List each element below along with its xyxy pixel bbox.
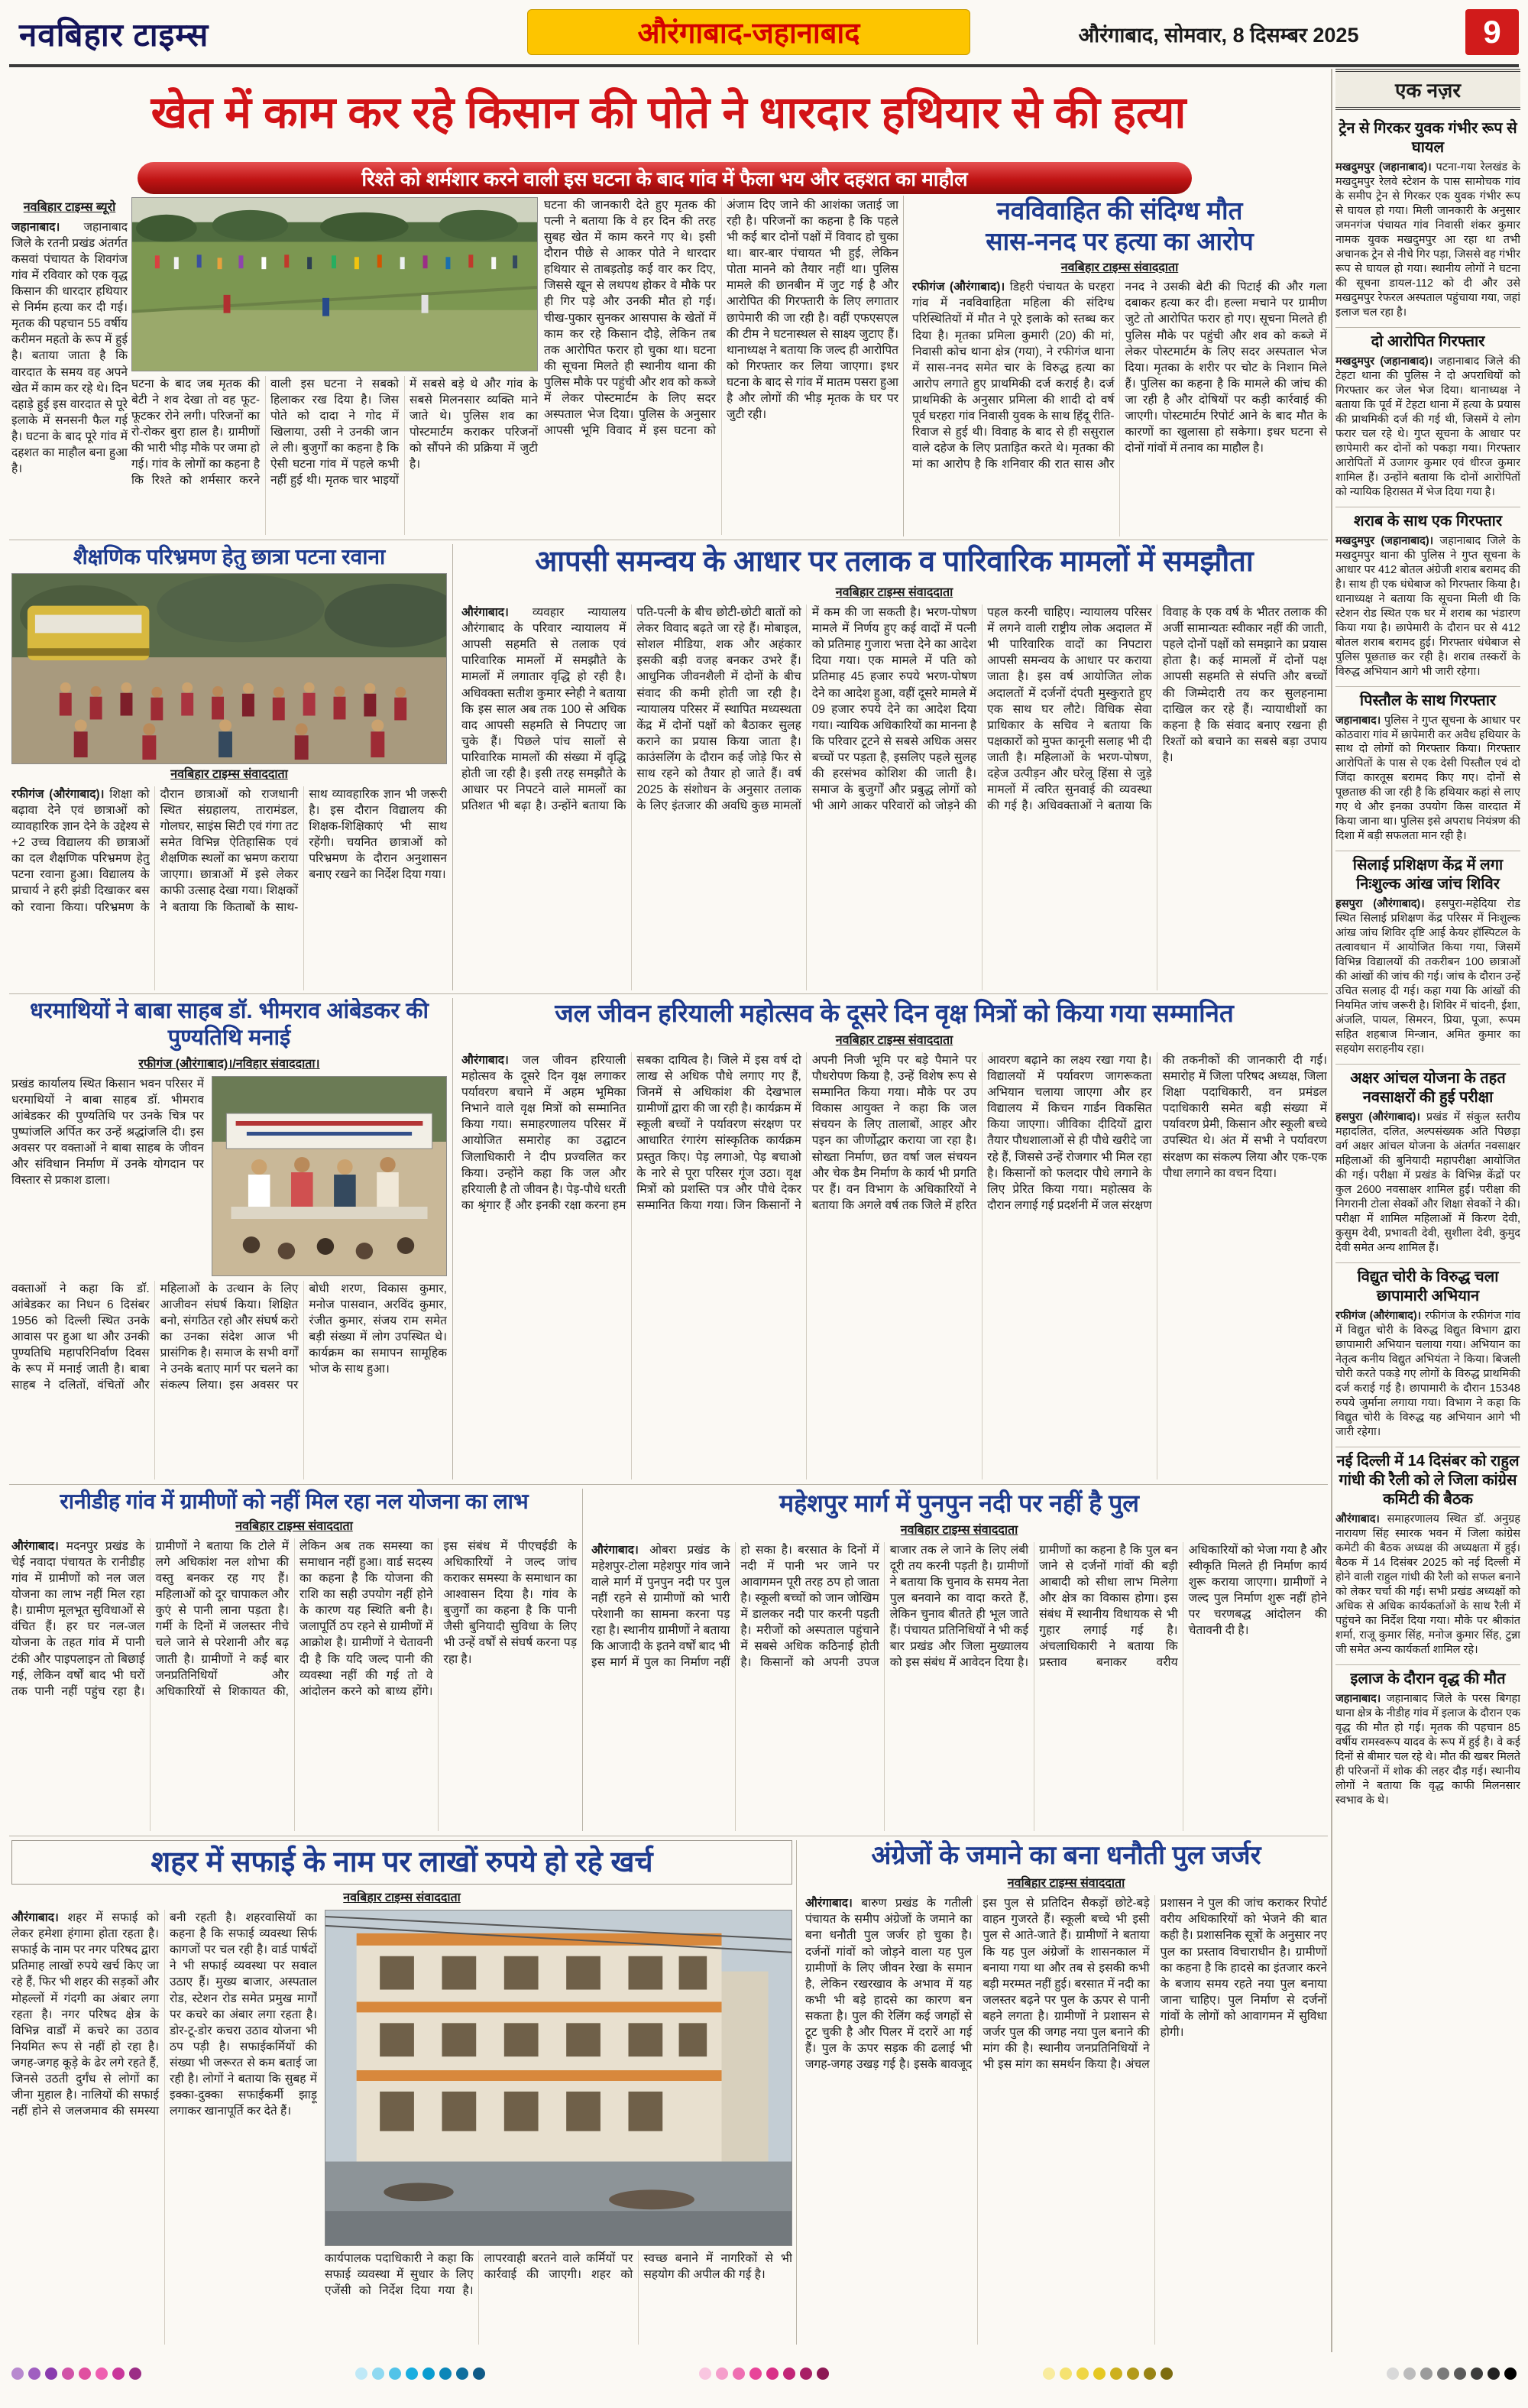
sidebar-item-headline: शराब के साथ एक गिरफ्तार xyxy=(1353,512,1503,530)
sidebar-item-body: जहानाबाद। जहानाबाद जिले के परस बिगहा थाना क्षेत्र के नीडीह गांव में इलाज के दौरान एक वृद्ध की मौत हो गई। मृतक की पहचान 85 वर्षीय रामस्वरूप यादव के रूप में हुई है। वे कई दिनों से बीमार चल रहे थे। मौत की खबर मिलते ही परिजनों में शोक की लहर दौड़ गई। स्थानीय लोगों ने बताया कि वृद्ध काफी मिलनसार स्वभाव के थे। xyxy=(1335,1692,1520,1807)
sidebar-item-headline: ट्रेन से गिरकर युवक गंभीर रूप से घायल xyxy=(1339,120,1517,156)
sidebar-news-item xyxy=(1335,687,1520,852)
sidebar-item-headline: इलाज के दौरान वृद्ध की मौत xyxy=(1350,1670,1506,1687)
color-dot xyxy=(1471,2367,1483,2380)
color-dot xyxy=(1488,2367,1500,2380)
jal-jeevan-body: औरंगाबाद। जल जीवन हरियाली महोत्सव के दूसरे दिन वृक्ष लगाकर पर्यावरण बचाने में अहम भूमिका निभाने वाले वृक्ष मित्रों को सम्मानित किया गया। समाहरणालय परिसर में आयोजित समारोह का उद्घाटन जिलाधिकारी ने दीप प्रज्वलित कर किया। उन्होंने कहा कि जल और हरियाली है तो जीवन है। पेड़-पौधे धरती का श्रृंगार हैं और इनकी रक्षा करना हम सबका दायित्व है। जिले में इस वर्ष दो लाख से अधिक पौधे लगाए गए हैं, जिनमें से अधिकांश की देखभाल ग्रामीणों द्वारा की जा रही है। कार्यक्रम में स्कूली बच्चों ने पर्यावरण संरक्षण पर आधारित रंगारंग सांस्कृतिक कार्यक्रम प्रस्तुत किए। पेड़ लगाओ, पेड़ बचाओ के नारे से पूरा परिसर गूंज उठा। वृक्ष मित्रों को प्रशस्ति पत्र और पौधे देकर सम्मानित किया गया। जिन किसानों ने अपनी निजी भूमि पर बड़े पैमाने पर पौधरोपण किया है, उन्हें विशेष रूप से सम्मानित किया गया। मौके पर उप विकास आयुक्त ने कहा कि जल संचयन के लिए तालाबों, आहर और पइन का जीर्णोद्धार कराया जा रहा है। सोख्ता निर्माण, छत वर्षा जल संचयन और चेक डैम निर्माण के कार्य भी प्रगति पर हैं। वन विभाग के अधिकारियों ने बताया कि अगले वर्ष तक जिले में हरित आवरण बढ़ाने का लक्ष्य रखा गया है। विद्यालयों में पर्यावरण जागरूकता अभियान चलाया जाएगा और हर विद्यालय में किचन गार्डन विकसित किया जाएगा। जीविका दीदियों द्वारा तैयार पौधशालाओं से ही पौधे खरीदे जा रहे हैं, जिससे उन्हें रोजगार भी मिल रहा है। किसानों को फलदार पौधे लगाने के लिए प्रेरित किया गया। महोत्सव के दौरान लगाई गई प्रदर्शनी में जल संरक्षण की तकनीकों की जानकारी दी गई। समारोह में जिला परिषद अध्यक्ष, जिला शिक्षा पदाधिकारी, वन प्रमंडल पदाधिकारी समेत बड़ी संख्या में पर्यावरण प्रेमी, किसान और स्कूली बच्चे उपस्थित थे। अंत में सभी ने पर्यावरण संरक्षण का संकल्प लिया और एक-एक पौधा लगाने का वचन दिया। xyxy=(461,1054,1327,1212)
color-dot-group xyxy=(1043,2367,1173,2380)
color-dot-group xyxy=(1387,2367,1517,2380)
color-dot xyxy=(96,2367,108,2380)
sidebar-item-body: मखदुमपुर (जहानाबाद)। जहानाबाद जिले के मखदुमपुर थाना की पुलिस ने गुप्त सूचना के आधार पर 412 बोतल अंग्रेजी शराब बरामद की है। साथ ही एक धंधेबाज को गिरफ्तार किया है। थानाध्यक्ष ने बताया कि सूचना मिली थी कि स्टेशन रोड स्थित एक घर में शराब का भंडारण किया गया है। छापेमारी के दौरान घर से 412 बोतल शराब बरामद हुई। गिरफ्तार धंधेबाज से पुलिस पूछताछ कर रही है। शराब तस्करों के विरुद्ध अभियान आगे भी जारी रहेगा। xyxy=(1335,534,1520,678)
dhanauti-headline: अंग्रेजों के जमाने का बना धनौती पुल जर्जर xyxy=(871,1841,1261,1870)
suspicious-death-headline-2: सास-ननद पर हत्या का आरोप xyxy=(986,227,1254,256)
sidebar-item-headline: सिलाई प्रशिक्षण केंद्र में लगा निःशुल्क आंख जांच शिविर xyxy=(1352,857,1504,893)
suspicious-death-headline-1: नवविवाहित की संदिग्ध मौत xyxy=(996,196,1243,225)
jal-jeevan-headline: जल जीवन हरियाली महोत्सव के दूसरे दिन वृक्ष मित्रों को किया गया सम्मानित xyxy=(555,999,1234,1027)
suspicious-death-body: रफीगंज (औरंगाबाद)। डिहरी पंचायत के घरहरा गांव में नवविवाहिता महिला की संदिग्ध परिस्थितियों में मौत ने पूरे इलाके को स्तब्ध कर दिया है। मृतका प्रमिला कुमारी (20) की मां, निवासी कोच थाना क्षेत्र (गया), ने रफीगंज थाना में सास-ननद समेत चार के विरुद्ध हत्या का आरोप लगाते हुए प्राथमिकी दर्ज कराई है। दर्ज प्राथमिकी के अनुसार प्रमिला की शादी दो वर्ष पूर्व घरहरा गांव निवासी युवक के साथ हिंदू रीति-रिवाज से हुई थी। विवाह के बाद से ही ससुराल वाले दहेज के लिए प्रताड़ित करते थे। मृतका की मां का आरोप है कि शनिवार की रात सास और ननद ने उसकी बेटी की पिटाई की और गला दबाकर हत्या कर दी। हल्ला मचाने पर ग्रामीण जुटे तो आरोपित फरार हो गए। सूचना मिलते ही पुलिस मौके पर पहुंची और शव को कब्जे में लेकर पोस्टमार्टम के लिए सदर अस्पताल भेज दिया। मृतका के शरीर पर चोट के निशान मिले हैं। पुलिस का कहना है कि मामले की जांच की जा रही है और दोषियों पर कड़ी कार्रवाई की जाएगी। पोस्टमार्टम रिपोर्ट आने के बाद मौत के कारणों का खुलासा हो सकेगा। इधर घटना से दोनों गांवों में तनाव का माहौल है। xyxy=(912,280,1327,472)
sidebar-news-item xyxy=(1335,328,1520,507)
sidebar-item-body: औरंगाबाद। समाहरणालय स्थित डॉ. अनुग्रह नारायण सिंह स्मारक भवन में जिला कांग्रेस कमेटी की बैठक अध्यक्ष की अध्यक्षता में हुई। बैठक में 14 दिसंबर 2025 को नई दिल्ली में होने वाली राहुल गांधी की रैली को सफल बनाने को लेकर चर्चा की गई। सभी प्रखंड अध्यक्षों को अधिक से अधिक कार्यकर्ताओं के साथ रैली में पहुंचने का निर्देश दिया गया। मौके पर श्रीकांत शर्मा, राजू कुमार सिंह, मनोज कुमार सिंह, टुन्ना जी समेत अन्य कार्यकर्ता शामिल रहे। xyxy=(1335,1512,1520,1656)
color-dot xyxy=(1093,2367,1106,2380)
lead-story-photo xyxy=(131,197,538,371)
color-dot xyxy=(389,2367,401,2380)
story-suspicious-death xyxy=(912,196,1327,536)
edu-trip-body: रफीगंज (औरंगाबाद)। शिक्षा को बढ़ावा देने एवं छात्राओं को व्यावहारिक ज्ञान देने के उद्देश्य से +2 उच्च विद्यालय की छात्राओं का दल शैक्षणिक परिभ्रमण हेतु पटना रवाना हुआ। विद्यालय के प्राचार्य ने हरी झंडी दिखाकर बस को रवाना किया। परिभ्रमण के दौरान छात्राओं को राजधानी स्थित संग्रहालय, तारामंडल, गोलघर, साइंस सिटी एवं गंगा तट समेत विभिन्न ऐतिहासिक एवं शैक्षणिक स्थलों का भ्रमण कराया जाएगा। छात्राओं में इसे लेकर काफी उत्साह देखा गया। शिक्षकों ने बताया कि किताबों के साथ-साथ व्यावहारिक ज्ञान भी जरूरी है। इस दौरान विद्यालय की शिक्षक-शिक्षिकाएं भी साथ रहेंगी। चयनित छात्राओं को परिभ्रमण के दौरान अनुशासन बनाए रखने का निर्देश दिया गया। xyxy=(11,787,447,914)
color-dot xyxy=(1437,2367,1449,2380)
safai-body-1: औरंगाबाद। शहर में सफाई को लेकर हमेशा हंगामा होता रहता है। सफाई के नाम पर नगर परिषद द्वारा प्रतिमाह लाखों रुपये खर्च किए जा रहे हैं, फिर भी शहर की सड़कों और मोहल्लों में गंदगी का अंबार लगा रहता है। नगर परिषद क्षेत्र के विभिन्न वार्डों में कचरे का उठाव नियमित रूप से नहीं हो रहा है। जगह-जगह कूड़े के ढेर लगे रहते हैं, जिनसे उठती दुर्गंध से लोगों का जीना मुहाल है। नालियों की सफाई नहीं होने से जलजमाव की समस्या बनी रहती है। शहरवासियों का कहना है कि सफाई व्यवस्था सिर्फ कागजों पर चल रही है। वार्ड पार्षदों ने भी सफाई व्यवस्था पर सवाल उठाए हैं। मुख्य बाजार, अस्पताल रोड, स्टेशन रोड समेत प्रमुख मार्गों पर कचरे का अंबार लगा रहता है। डोर-टू-डोर कचरा उठाव योजना भी ठप पड़ी है। सफाईकर्मियों की संख्या भी जरूरत से कम बताई जा रही है। लोगों ने बताया कि सुबह में इक्का-दुक्का सफाईकर्मी झाड़ू लगाकर खानापूर्ति कर देते हैं। xyxy=(11,1911,317,2118)
story-maheshpur xyxy=(591,1489,1327,1831)
color-dot xyxy=(28,2367,40,2380)
color-dot xyxy=(817,2367,829,2380)
sidebar-news-item xyxy=(1335,1447,1520,1665)
lead-byline-column xyxy=(11,197,128,535)
lead-body-3: घटना के बाद जब मृतक की बेटी ने शव देखा तो वह फूट-फूटकर रोने लगी। परिजनों का रो-रोकर बुरा हाल है। ग्रामीणों की भारी भीड़ मौके पर जमा हो गई। गांव के लोगों का कहना है कि रिश्ते को शर्मसार करने वाली इस घटना ने सबको हिलाकर रख दिया है। जिस पोते को दादा ने गोद में खिलाया, उसी ने उनकी जान ले ली। बुजुर्गों का कहना है कि ऐसी घटना गांव में पहले कभी नहीं हुई थी। मृतक चार भाइयों में सबसे बड़े थे और गांव के सबसे मिलनसार व्यक्ति माने जाते थे। पुलिस शव का पोस्टमार्टम कराकर परिजनों को सौंपने की प्रक्रिया में जुटी है। xyxy=(131,378,538,488)
sidebar-item-body: रफीगंज (औरंगाबाद)। रफीगंज के रफीगंज गांव में विद्युत चोरी के विरुद्ध विद्युत विभाग द्वारा छापामारी अभियान चलाया गया। अभियान का नेतृत्व कनीय विद्युत अभियंता ने किया। बिजली चोरी करते पकड़े गए लोगों के विरुद्ध प्राथमिकी दर्ज कराई गई है। छापामारी के दौरान 15348 रुपये जुर्माना लगाया गया। विभाग ने कहा कि विद्युत चोरी के विरुद्ध यह अभियान आगे भी जारी रहेगा। xyxy=(1335,1310,1520,1438)
sidebar-news-item xyxy=(1335,1263,1520,1447)
sidebar-news-item xyxy=(1335,1065,1520,1263)
color-dot xyxy=(422,2367,435,2380)
story-ambedkar xyxy=(11,998,447,1479)
byline: रफीगंज (औरंगाबाद)।/नविहार संवाददाता। xyxy=(138,1057,320,1071)
story-ranidih xyxy=(11,1489,577,1831)
column-rule xyxy=(903,196,904,536)
sidebar-item-headline: पिस्तौल के साथ गिरफ्तार xyxy=(1359,692,1497,709)
sidebar-item-headline: अक्षर आंचल योजना के तहत नवसाक्षरों की हुई परीक्षा xyxy=(1350,1070,1506,1107)
color-dot xyxy=(800,2367,812,2380)
color-dot-group xyxy=(11,2367,141,2380)
section-divider xyxy=(9,993,1328,994)
sidebar-one-glance xyxy=(1335,69,1520,2352)
color-dot xyxy=(1060,2367,1072,2380)
color-dot xyxy=(699,2367,711,2380)
section-divider xyxy=(9,1484,1328,1485)
maheshpur-headline: महेशपुर मार्ग में पुनपुन नदी पर नहीं है पुल xyxy=(779,1489,1139,1517)
color-dot xyxy=(1387,2367,1399,2380)
region-banner: औरंगाबाद-जहानाबाद xyxy=(527,9,970,55)
byline: नवबिहार टाइम्स संवाददाता xyxy=(900,1524,1018,1538)
column-rule xyxy=(582,1489,583,1831)
sidebar-item-headline: विद्युत चोरी के विरुद्ध चला छापामारी अभियान xyxy=(1357,1269,1499,1305)
color-dot xyxy=(1504,2367,1517,2380)
sidebar-item-body: हसपुरा (औरंगाबाद)। प्रखंड में संकुल स्तरीय महादलित, दलित, अल्पसंख्यक अति पिछड़ा वर्ग अक्षर आंचल योजना के अंतर्गत नवसाक्षर महिलाओं की बुनियादी महापरीक्षा आयोजित की गई। परीक्षा में प्रखंड के विभिन्न केंद्रों पर कुल 2600 नवसाक्षर शामिल हुईं। परीक्षा की निगरानी टोला सेवकों और शिक्षा सेवकों ने की। परीक्षा में शामिल महिलाओं में किरण देवी, कुसुम देवी, प्रभावती देवी, सुशीला देवी, कुमुद देवी समेत अन्य शामिल हैं। xyxy=(1335,1111,1520,1255)
color-dot xyxy=(766,2367,779,2380)
ambedkar-headline: धरमाथियों ने बाबा साहब डॉ. भीमराव आंबेडकर की पुण्यतिथि मनाई xyxy=(29,999,429,1051)
color-dot xyxy=(1420,2367,1432,2380)
color-dot xyxy=(1076,2367,1089,2380)
maheshpur-body: औरंगाबाद। ओबरा प्रखंड के महेशपुर-टोला महेशपुर गांव जाने वाले मार्ग में पुनपुन नदी पर पुल नहीं रहने से ग्रामीणों को भारी परेशानी का सामना करना पड़ रहा है। स्थानीय ग्रामीणों ने बताया कि आजादी के इतने वर्षों बाद भी इस मार्ग में पुल का निर्माण नहीं हो सका है। बरसात के दिनों में नदी में पानी भर जाने पर आवागमन पूरी तरह ठप हो जाता है। स्कूली बच्चों को जान जोखिम में डालकर नदी पार करनी पड़ती है। मरीजों को अस्पताल पहुंचाने में सबसे अधिक कठिनाई होती है। किसानों को अपनी उपज बाजार तक ले जाने के लिए लंबी दूरी तय करनी पड़ती है। ग्रामीणों ने बताया कि चुनाव के समय नेता पुल बनवाने का वादा करते हैं, लेकिन चुनाव बीतते ही भूल जाते हैं। पंचायत प्रतिनिधियों ने भी कई बार प्रखंड और जिला मुख्यालय को इस संबंध में आवेदन दिया है। ग्रामीणों का कहना है कि पुल बन जाने से दर्जनों गांवों की बड़ी आबादी को सीधा लाभ मिलेगा और क्षेत्र का विकास होगा। इस संबंध में स्थानीय विधायक से भी गुहार लगाई गई है। अंचलाधिकारी ने बताया कि प्रस्ताव बनाकर वरीय अधिकारियों को भेजा गया है और स्वीकृति मिलते ही निर्माण कार्य शुरू कराया जाएगा। ग्रामीणों ने जल्द पुल निर्माण शुरू नहीं होने पर चरणबद्ध आंदोलन की चेतावनी दी है। xyxy=(591,1543,1327,1670)
color-dot xyxy=(45,2367,57,2380)
color-dot-group xyxy=(699,2367,829,2380)
color-dot xyxy=(1110,2367,1122,2380)
registration-marks xyxy=(11,2367,1517,2380)
ambedkar-body-1: प्रखंड कार्यालय स्थित किसान भवन परिसर में धरमाथियों ने बाबा साहब डॉ. भीमराव आंबेडकर की पुण्यतिथि पर उनके चित्र पर पुष्पांजलि अर्पित कर उन्हें श्रद्धांजलि दी। इस अवसर पर वक्ताओं ने बाबा साहब के जीवन और संविधान निर्माण में उनके योगदान पर विस्तार से प्रकाश डाला। xyxy=(11,1077,204,1188)
color-dot xyxy=(372,2367,384,2380)
color-dot xyxy=(129,2367,141,2380)
sidebar-title: एक नज़र xyxy=(1335,69,1520,110)
safai-photo xyxy=(325,1910,792,2246)
byline: नवबिहार टाइम्स संवाददाता xyxy=(1007,1877,1125,1891)
color-dot xyxy=(112,2367,125,2380)
sidebar-item-body: मखदुमपुर (जहानाबाद)। पटना-गया रेलखंड के मखदुमपुर रेलवे स्टेशन के पास सामोचक गांव के समीप ट्रेन से गिरकर एक युवक गंभीर रूप से घायल हो गया। मिली जानकारी के अनुसार जमनगंज पंचायत गांव निवासी शंकर कुमार नामक युवक मखदुमपुर आ रहा था तभी अचानक ट्रेन से नीचे गिर पड़ा, जिससे वह गंभीर रूप से घायल हो गया। स्थानीय लोगों ने घटना की सूचना डायल-112 को दी और उसे मखदुमपुर रेफरल अस्पताल पहुंचाया गया, जहां इलाज चल रहा है। xyxy=(1335,161,1520,319)
story-dhanauti xyxy=(805,1840,1327,2345)
story-safai xyxy=(11,1840,792,2345)
sidebar-item-headline: नई दिल्ली में 14 दिसंबर को राहुल गांधी की रैली को ले जिला कांग्रेस कमिटी की बैठक xyxy=(1336,1452,1520,1508)
edu-trip-photo xyxy=(11,573,447,764)
safai-headline: शहर में सफाई के नाम पर लाखों रुपये हो रहे खर्च xyxy=(11,1840,792,1885)
column-rule xyxy=(796,1840,797,2345)
column-rule xyxy=(452,998,453,1479)
sidebar-item-headline: दो आरोपित गिरफ्तार xyxy=(1371,332,1485,350)
masthead-rule xyxy=(9,64,1519,67)
lead-headline: खेत में काम कर रहे किसान की पोते ने धारदार हथियार से की हत्या xyxy=(151,87,1186,138)
color-dot xyxy=(355,2367,367,2380)
byline: नवबिहार टाइम्स संवाददाता xyxy=(170,768,288,782)
color-dot xyxy=(749,2367,762,2380)
story-edu-trip xyxy=(11,544,447,990)
color-dot xyxy=(1043,2367,1055,2380)
sidebar-rule xyxy=(1331,69,1332,2352)
byline: नवबिहार टाइम्स संवाददाता xyxy=(1060,261,1179,274)
color-dot-group xyxy=(355,2367,485,2380)
sidebar-news-item xyxy=(1335,851,1520,1065)
page-number: 9 xyxy=(1465,9,1519,55)
color-dot xyxy=(406,2367,418,2380)
byline: नवबिहार टाइम्स संवाददाता xyxy=(235,1520,353,1534)
settlement-body: औरंगाबाद। व्यवहार न्यायालय औरंगाबाद के परिवार न्यायालय में आपसी सहमति से तलाक एवं पारिवारिक मामलों में समझौते के मामलों में लगातार वृद्धि हो रही है। अधिवक्ता सतीश कुमार स्नेही ने बताया कि इस साल अब तक 100 से अधिक वाद आपसी सहमति से निपटाए जा चुके हैं। पिछले पांच सालों से पारिवारिक मामलों की संख्या में वृद्धि होती जा रही है। इसी तरह समझौते के आधार पर निपटने वाले मामलों का प्रतिशत भी बढ़ा है। उन्होंने बताया कि पति-पत्नी के बीच छोटी-छोटी बातों को लेकर विवाद बढ़ते जा रहे हैं। मोबाइल, सोशल मीडिया, शक और अहंकार इसकी बड़ी वजह बनकर उभरे हैं। आधुनिक जीवनशैली में दोनों के बीच संवाद की कमी होती जा रही है। न्यायालय परिसर में स्थापित मध्यस्थता केंद्र में दोनों पक्षों को बैठाकर सुलह कराने का प्रयास किया जाता है। काउंसलिंग के दौरान कई जोड़े फिर से साथ रहने को तैयार हो जाते हैं। वर्ष 2025 के संशोधन के अनुसार तलाक के लिए इंतजार की अवधि कुछ मामलों में कम की जा सकती है। भरण-पोषण मामले में निर्णय हुए कई वादों में पत्नी को प्रतिमाह गुजारा भत्ता देने का आदेश दिया गया। एक मामले में पति को प्रतिमाह 45 हजार रुपये भरण-पोषण देने का आदेश हुआ, वहीं दूसरे मामले में 09 हजार रुपये देने का आदेश दिया गया। न्यायिक अधिकारियों का मानना है कि परिवार टूटने से सबसे अधिक असर बच्चों पर पड़ता है, इसलिए पहले सुलह की हरसंभव कोशिश की जाती है। समाज के बुजुर्गों और प्रबुद्ध लोगों को भी आगे आकर परिवारों को जोड़ने की पहल करनी चाहिए। न्यायालय परिसर में लगने वाली राष्ट्रीय लोक अदालत में भी पारिवारिक वादों का निपटारा आपसी समन्वय के आधार पर कराया जाता है। इस वर्ष आयोजित लोक अदालतों में दर्जनों दंपती मुस्कुराते हुए एक साथ घर लौटे। विधिक सेवा प्राधिकार के सचिव ने बताया कि पक्षकारों को मुफ्त कानूनी सलाह भी दी जाती है। महिलाओं के भरण-पोषण, दहेज उत्पीड़न और घरेलू हिंसा से जुड़े मामलों में त्वरित सुनवाई की व्यवस्था की गई है। अधिवक्ताओं ने बताया कि विवाह के एक वर्ष के भीतर तलाक की अर्जी सामान्यतः स्वीकार नहीं की जाती, पहले दोनों पक्षों को समझाने का प्रयास होता है। कई मामलों में दोनों पक्ष आपसी सहमति से संपत्ति और बच्चों की जिम्मेदारी तय कर सुलहनामा दाखिल कर रहे हैं। न्यायाधीशों का कहना है कि संवाद बनाए रखना ही रिश्तों को बचाने का सबसे बड़ा उपाय है। xyxy=(461,606,1327,813)
byline: नवबिहार टाइम्स संवाददाता xyxy=(835,1034,953,1048)
sidebar-item-body: मखदुमपुर (जहानाबाद)। जहानाबाद जिले की टेहटा थाना की पुलिस ने दो अपराधियों को गिरफ्तार कर जेल भेज दिया। थानाध्यक्ष ने बताया कि पूर्व में टेहटा थाना में हत्या के प्रयास की प्राथमिकी दर्ज की गई थी, जिसमें ये लोग फरार चल रहे थे। गुप्त सूचना के आधार पर छापेमारी कर दोनों को पकड़ा गया। गिरफ्तार आरोपितों में उजागर कुमार एवं धीरज कुमार शामिल हैं। उन्होंने बताया कि दोनों आरोपितों को न्यायिक हिरासत में भेज दिया गया है। xyxy=(1335,355,1520,498)
lead-subhead-ribbon: रिश्ते को शर्मशार करने वाली इस घटना के बाद गांव में फैला भय और दहशत का माहौल xyxy=(138,162,1192,194)
ranidih-headline: रानीडीह गांव में ग्रामीणों को नहीं मिल रहा नल योजना का लाभ xyxy=(60,1489,529,1513)
byline: नवबिहार टाइम्स ब्यूरो xyxy=(23,201,116,214)
color-dot xyxy=(473,2367,485,2380)
color-dot xyxy=(733,2367,745,2380)
sidebar-news-item xyxy=(1335,115,1520,328)
color-dot xyxy=(783,2367,795,2380)
sidebar-item-body: हसपुरा (औरंगाबाद)। हसपुरा-महेदिया रोड स्थित सिलाई प्रशिक्षण केंद्र परिसर में निःशुल्क आंख जांच शिविर दृष्टि आई केयर हॉस्पिटल के तत्वावधान में आयोजित किया गया, जिसमें विभिन्न विद्यालयों की तकरीबन 100 छात्राओं की आंखों की जांच की गई। जांच के दौरान उन्हें उचित सलाह दी गई। कहा गया कि आंखों की नियमित जांच जरूरी है। शिविर में चांदनी, ईशा, अंजलि, पायल, सिमरन, प्रिया, पूजा, रूपम सहित शहबाज मिन्जान, अमित कुमार का सहयोग सराहनीय रहा। xyxy=(1335,898,1520,1056)
byline: नवबिहार टाइम्स संवाददाता xyxy=(835,586,953,600)
color-dot xyxy=(1144,2367,1156,2380)
paper-name: नवबिहार टाइम्स xyxy=(19,17,209,53)
ranidih-body: औरंगाबाद। मदनपुर प्रखंड के चेई नवादा पंचायत के रानीडीह गांव में ग्रामीणों को नल जल योजना का लाभ नहीं मिल रहा है। ग्रामीण मूलभूत सुविधाओं से वंचित हैं। हर घर नल-जल योजना के तहत गांव में पानी टंकी और पाइपलाइन तो बिछाई गई, लेकिन वर्षों बाद भी घरों तक पानी नहीं पहुंच रहा है। ग्रामीणों ने बताया कि टोले में लगे अधिकांश नल शोभा की वस्तु बनकर रह गए हैं। महिलाओं को दूर चापाकल और कुएं से पानी लाना पड़ता है। गर्मी के दिनों में जलस्तर नीचे चले जाने से परेशानी और बढ़ जाती है। ग्रामीणों ने कई बार जनप्रतिनिधियों और अधिकारियों से शिकायत की, लेकिन अब तक समस्या का समाधान नहीं हुआ। वार्ड सदस्य का कहना है कि योजना की राशि का सही उपयोग नहीं होने के कारण यह स्थिति बनी है। जलापूर्ति ठप रहने से ग्रामीणों में आक्रोश है। ग्रामीणों ने चेतावनी दी है कि यदि जल्द पानी की व्यवस्था नहीं की गई तो वे आंदोलन करने को बाध्य होंगे। इस संबंध में पीएचईडी के अधिकारियों ने जल्द जांच कराकर समस्या के समाधान का आश्वासन दिया है। गांव के बुजुर्गों का कहना है कि पानी जैसी बुनियादी सुविधा के लिए भी उन्हें वर्षों से संघर्ष करना पड़ रहा है। xyxy=(11,1539,577,1698)
byline: नवबिहार टाइम्स संवाददाता xyxy=(343,1891,461,1905)
color-dot xyxy=(62,2367,74,2380)
color-dot xyxy=(1403,2367,1416,2380)
color-dot xyxy=(11,2367,24,2380)
edition-dateline: औरंगाबाद, सोमवार, 8 दिसम्बर 2025 xyxy=(1078,24,1359,47)
story-settlement xyxy=(461,544,1327,990)
edu-trip-headline: शैक्षणिक परिभ्रमण हेतु छात्रा पटना रवाना xyxy=(73,545,386,569)
sidebar-item-body: जहानाबाद। पुलिस ने गुप्त सूचना के आधार पर कोठवारा गांव में छापेमारी कर अवैध हथियार के साथ दो लोगों को गिरफ्तार किया। गिरफ्तार आरोपितों के पास से एक देसी पिस्तौल एवं दो जिंदा कारतूस बरामद किए गए। दोनों से पूछताछ की जा रही है कि हथियार कहां से लाए गए थे और इनका उपयोग किस वारदात में किया जाना था। पुलिस इसे अपराध नियंत्रण की दिशा में बड़ी सफलता मान रही है। xyxy=(1335,714,1520,843)
color-dot xyxy=(79,2367,91,2380)
lead-body-under-photo xyxy=(131,376,538,535)
color-dot xyxy=(1454,2367,1466,2380)
lead-body-2: घटना की जानकारी देते हुए मृतक की पत्नी ने बताया कि वे हर दिन की तरह सुबह खेत में काम करने गए थे। इसी दौरान पीछे से आकर पोते ने धारदार हथियार से ताबड़तोड़ कई वार कर दिए, जिससे खून से लथपथ होकर वे मौके पर ही गिर पड़े और उनकी मौत हो गई। चीख-पुकार सुनकर आसपास के खेतों में काम कर रहे किसान दौड़े, लेकिन तब तक आरोपित फरार हो चुका था। घटना की सूचना मिलते ही स्थानीय थाना की पुलिस मौके पर पहुंची और शव को कब्जे में लेकर पोस्टमार्टम के लिए सदर अस्पताल भेज दिया। पुलिस के अनुसार आपसी भूमि विवाद में इस घटना को अंजाम दिए जाने की आशंका जताई जा रही है। परिजनों का कहना है कि पहले भी कई बार दोनों पक्षों में विवाद हो चुका था। बार-बार पंचायत भी हुई, लेकिन पोता मानने को तैयार नहीं था। पुलिस मामले की छानबीन में जुट गई है और आरोपित की गिरफ्तारी के लिए लगातार छापेमारी की जा रही है। वहीं एफएसएल की टीम ने घटनास्थल से साक्ष्य जुटाए हैं। थानाध्यक्ष ने बताया कि जल्द ही आरोपित को गिरफ्तार कर लिया जाएगा। इधर घटना के बाद से गांव में मातम पसरा हुआ है और लोगों की भीड़ मृतक के घर पर जुटी रही। xyxy=(544,199,898,438)
column-rule xyxy=(452,544,453,990)
sidebar-news-item xyxy=(1335,1665,1520,1815)
dhanauti-body: औरंगाबाद। बारुण प्रखंड के गतीली पंचायत के समीप अंग्रेजों के जमाने का बना धनौती पुल जर्जर हो चुका है। दर्जनों गांवों को जोड़ने वाला यह पुल ग्रामीणों के लिए जीवन रेखा के समान है, लेकिन रखरखाव के अभाव में यह कभी भी बड़े हादसे का कारण बन सकता है। पुल की रेलिंग कई जगहों से टूट चुकी है और पिलर में दरारें आ गई हैं। पुल के ऊपर सड़क की ढलाई भी जगह-जगह उखड़ गई है। इसके बावजूद इस पुल से प्रतिदिन सैकड़ों छोटे-बड़े वाहन गुजरते हैं। स्कूली बच्चे भी इसी पुल से आते-जाते हैं। ग्रामीणों ने बताया कि यह पुल अंग्रेजों के शासनकाल में बनाया गया था और तब से इसकी कभी बड़ी मरम्मत नहीं हुई। बरसात में नदी का जलस्तर बढ़ने पर पुल के ऊपर से पानी बहने लगता है। ग्रामीणों ने प्रशासन से जर्जर पुल की जगह नया पुल बनाने की मांग की है। स्थानीय जनप्रतिनिधियों ने भी इस मांग का समर्थन किया है। अंचल प्रशासन ने पुल की जांच कराकर रिपोर्ट वरीय अधिकारियों को भेजने की बात कही है। प्रशासनिक सूत्रों के अनुसार नए पुल का प्रस्ताव विचाराधीन है। ग्रामीणों का कहना है कि हादसे का इंतजार करने के बजाय समय रहते नया पुल बनाया जाना चाहिए। पुल निर्माण से दर्जनों गांवों के लोगों को आवागमन में सुविधा होगी। xyxy=(805,1897,1327,2072)
story-jal-jeevan xyxy=(461,998,1327,1479)
color-dot xyxy=(439,2367,452,2380)
color-dot xyxy=(1161,2367,1173,2380)
ambedkar-body-2: वक्ताओं ने कहा कि डॉ. आंबेडकर का निधन 6 दिसंबर 1956 को दिल्ली स्थित उनके आवास पर हुआ था और उनकी पुण्यतिथि महापरिनिर्वाण दिवस के रूप में मनाई जाती है। बाबा साहब ने दलितों, वंचितों और महिलाओं के उत्थान के लिए आजीवन संघर्ष किया। शिक्षित बनो, संगठित रहो और संघर्ष करो का उनका संदेश आज भी प्रासंगिक है। समाज के सभी वर्गों ने उनके बताए मार्ग पर चलने का संकल्प लिया। इस अवसर पर बोधी शरण, विकास कुमार, मनोज पासवान, अरविंद कुमार, रंजीत कुमार, संजय राम समेत बड़ी संख्या में लोग उपस्थित थे। कार्यक्रम का समापन सामूहिक भोज के साथ हुआ। xyxy=(11,1282,447,1392)
ambedkar-photo xyxy=(212,1076,447,1276)
safai-body-2: कार्यपालक पदाधिकारी ने कहा कि सफाई व्यवस्था में सुधार के लिए एजेंसी को निर्देश दिया गया है। लापरवाही बरतने वाले कर्मियों पर कार्रवाई की जाएगी। शहर को स्वच्छ बनाने में नागरिकों से भी सहयोग की अपील की गई है। xyxy=(325,2252,792,2298)
lead-body-1: जहानाबाद। जहानाबाद जिले के रतनी प्रखंड अंतर्गत कसवां पंचायत के शिवगंज गांव में रविवार को एक वृद्ध किसान की धारदार हथियार से निर्मम हत्या कर दी गई। मृतक की पहचान 55 वर्षीय करीमन महतो के रूप में हुई है। बताया जाता है कि वारदात के समय वह अपने खेत में काम कर रहे थे। दिन दहाड़े हुई इस वारदात से पूरे इलाके में सनसनी फैल गई है। घटना के बाद पूरे गांव में दहशत का माहौल बना हुआ है। xyxy=(11,220,128,475)
color-dot xyxy=(716,2367,728,2380)
sidebar-news-item xyxy=(1335,507,1520,687)
color-dot xyxy=(1127,2367,1139,2380)
color-dot xyxy=(456,2367,468,2380)
settlement-headline: आपसी समन्वय के आधार पर तलाक व पारिवारिक मामलों में समझौता xyxy=(535,546,1254,578)
lead-body-columns xyxy=(544,197,898,535)
